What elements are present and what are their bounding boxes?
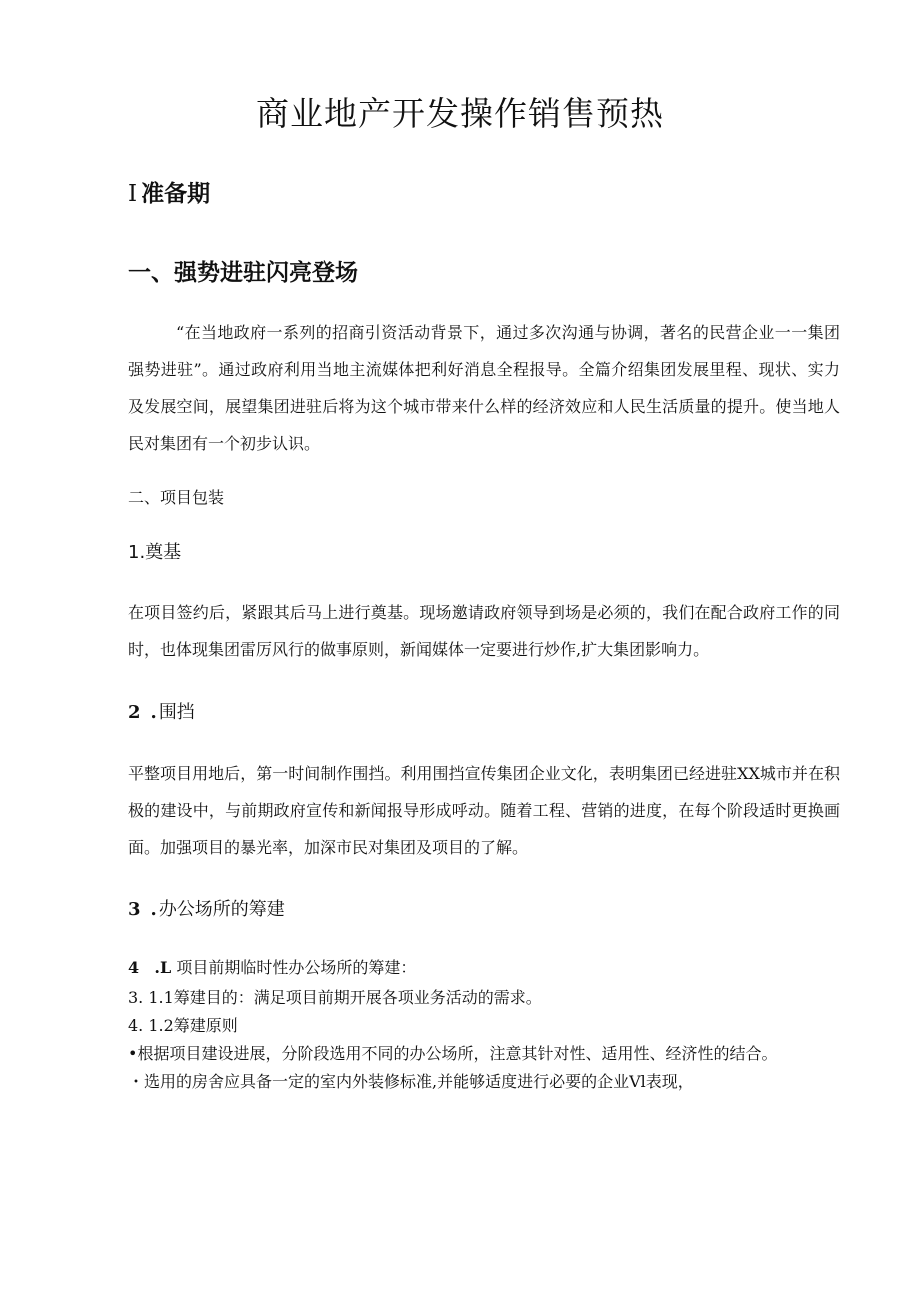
list-line-1 — [128, 955, 416, 978]
part-heading — [128, 175, 210, 208]
item-2-heading — [128, 698, 195, 724]
part-label: 准备期 — [141, 181, 211, 207]
item-3-label: 办公场所的筹建 — [158, 899, 285, 920]
item-2-paragraph: 平整项目用地后，第一时间制作围挡。利用围挡宣传集团企业文化，表明集团已经进驻XX城市并在积极的建设中，与前期政府宣传和新闻报导形成呼动。随着工程、营销的进度，在每个阶段适时更换画面。加强项目的暴光率，加深市民对集团及项目的了解。 — [128, 764, 840, 857]
list-line-1-number: 4 — [128, 958, 140, 977]
item-1-heading: 1.奠基 — [128, 542, 182, 563]
item-2-dot: . — [150, 702, 157, 723]
list-line-1-marker: .L — [154, 958, 172, 977]
item-3-heading — [128, 895, 285, 921]
item-2-label: 围挡 — [158, 702, 195, 723]
list-line-1-text: 项目前期临时性办公场所的筹建： — [176, 958, 417, 977]
item-1-paragraph: 在项目签约后，紧跟其后马上进行奠基。现场邀请政府领导到场是必须的，我们在配合政府工作的同时，也体现集团雷厉风行的做事原则，新闻媒体一定要进行炒作,扩大集团影响力。 — [128, 603, 840, 659]
list-line-4: •根据项目建设进展，分阶段选用不同的办公场所，注意其针对性、适用性、经济性的结合。 — [128, 1044, 778, 1063]
section-1-paragraph: “在当地政府一系列的招商引资活动背景下，通过多次沟通与协调，著名的民营企业一一集团强势进驻”。通过政府利用当地主流媒体把利好消息全程报导。全篇介绍集团发展里程、现状、实力及发展空间，展望集团进驻后将为这个城市带来什么样的经济效应和人民生活质量的提升。使当地人民对集团有一个初步认识。 — [128, 323, 840, 453]
item-3-number: 3 — [128, 899, 141, 920]
list-line-5: ・选用的房舍应具备一定的室内外装修标准,并能够适度进行必要的企业Vl表现， — [128, 1072, 694, 1091]
list-line-2: 3. 1.1筹建目的：满足项目前期开展各项业务活动的需求。 — [128, 988, 542, 1007]
item-2-number: 2 — [128, 702, 141, 723]
item-3-dot: . — [150, 899, 157, 920]
section-1-heading: 一、强势进驻闪亮登场 — [128, 260, 358, 286]
part-roman-numeral: I — [128, 181, 138, 207]
list-line-3: 4. 1.2筹建原则 — [128, 1016, 238, 1035]
document-title: 商业地产开发操作销售预热 — [256, 94, 664, 133]
section-2-heading: 二、项目包装 — [128, 488, 225, 507]
